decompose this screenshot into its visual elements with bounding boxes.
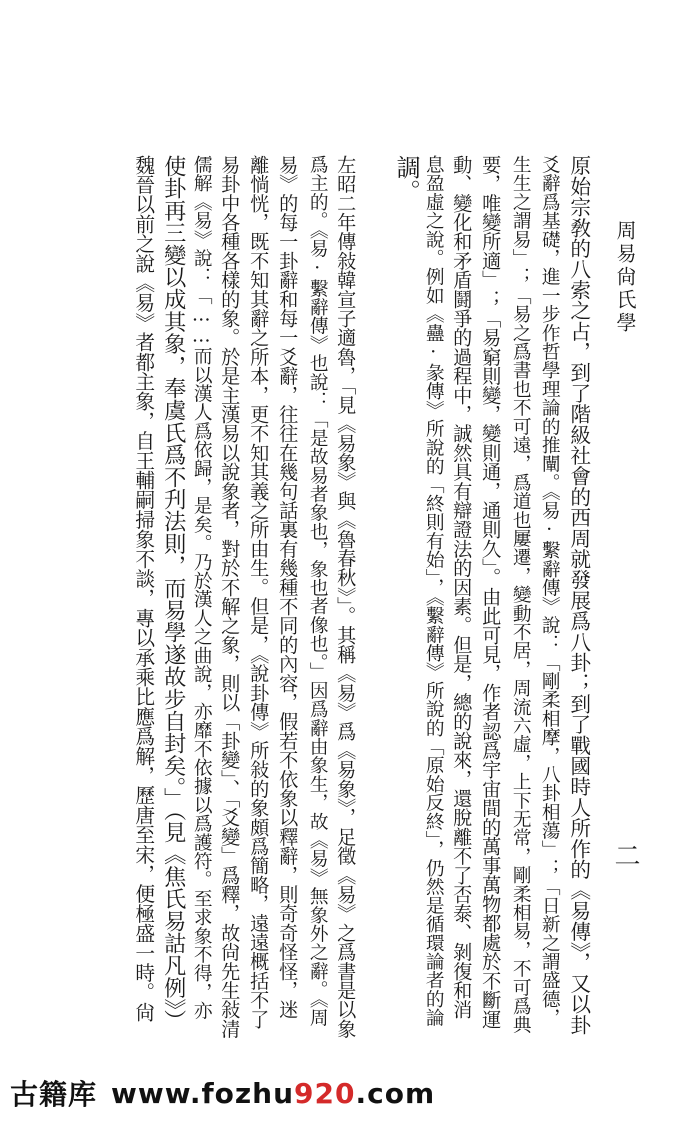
- watermark-footer: [0, 1064, 700, 1122]
- site-url-prefix: www.fozhu: [111, 1076, 295, 1110]
- text-column-5: 動、變化和矛盾鬪爭的過程中，誠然具有辯證法的因素。但是，總的說來，還脫離不了否泰、剝復和消: [450, 155, 474, 1019]
- site-url-number: 920: [294, 1076, 356, 1110]
- text-column-1: 原始宗敎的八索之占，到了階級社會的西周就發展爲八卦；到了戰國時人所作的《易傳》，又以卦: [566, 155, 591, 1035]
- text-column-12: 易卦中各種各樣的象。於是主漢易以說象者，對於不解之象，則以「卦變」、「爻變」爲釋，故尙先生敍清: [218, 155, 242, 1039]
- running-title: 周易尙氏學: [613, 220, 637, 335]
- text-column-10: 易》的每一卦辭和每一爻辭，往往在幾句話裏有幾種不同的內容，假若不依象以釋辭，則奇奇怪怪，迷: [276, 155, 300, 1019]
- text-column-11: 離惝恍，既不知其辭之所本，更不知其義之所由生。但是，《說卦傳》所敍的象頗爲簡略，遠遠概括不了: [247, 155, 271, 1029]
- text-column-7: 調。: [392, 155, 421, 204]
- text-column-9: 爲主的。《易·繫辭傳》也說：「是故易者象也，象也者像也。」因爲辭由象生，故《易》無象外之辭。《周: [306, 155, 328, 1027]
- text-column-13: 儒解《易》說：「……而以漢人爲依歸，是矣。乃於漢人之曲說，亦靡不依據以爲護符。至求象不得，亦: [190, 155, 212, 1020]
- text-column-4: 要，唯變所適」；「易窮則變，變則通，通則久」。由此可見，作者認爲宇宙間的萬事萬物都處於不斷運: [479, 155, 503, 1029]
- site-name: 古籍库: [10, 1078, 98, 1111]
- text-column-8: 左昭二年傳敍韓宣子適魯，「見《易象》與《魯春秋》」。其稱《易》爲《易象》，足徵《易》之爲書是以象: [334, 155, 358, 1039]
- text-column-15: 魏晉以前之說《易》者都主象，自王輔嗣掃象不談，專以承乘比應爲解，歷唐至宋，便極盛一時。尙: [131, 155, 155, 1022]
- site-url-suffix: .com: [355, 1076, 436, 1110]
- text-column-3: 生生之謂易」；「易之爲書也不可遠，爲道也屢遷，變動不居，周流六虛，上下无常，剛柔相易，不可爲典: [509, 155, 531, 1034]
- page-number: 二: [610, 842, 640, 868]
- text-column-14: 使卦再三變以成其象，奉虞氏爲不刋法則，而易學遂故步自封矣。」（見《焦氏易詁凡例》）: [160, 155, 187, 1032]
- text-column-2: 爻辭爲基礎，進一步作哲學理論的推闡。《易·繫辭傳》說：「剛柔相摩，八卦相蕩」；「日新之謂盛德，: [538, 155, 560, 1027]
- text-column-6: 息盈虛之說。例如《蠱·彖傳》所說的「終則有始」，《繫辭傳》所說的「原始反終」，仍然是循環論者的論: [422, 155, 444, 1027]
